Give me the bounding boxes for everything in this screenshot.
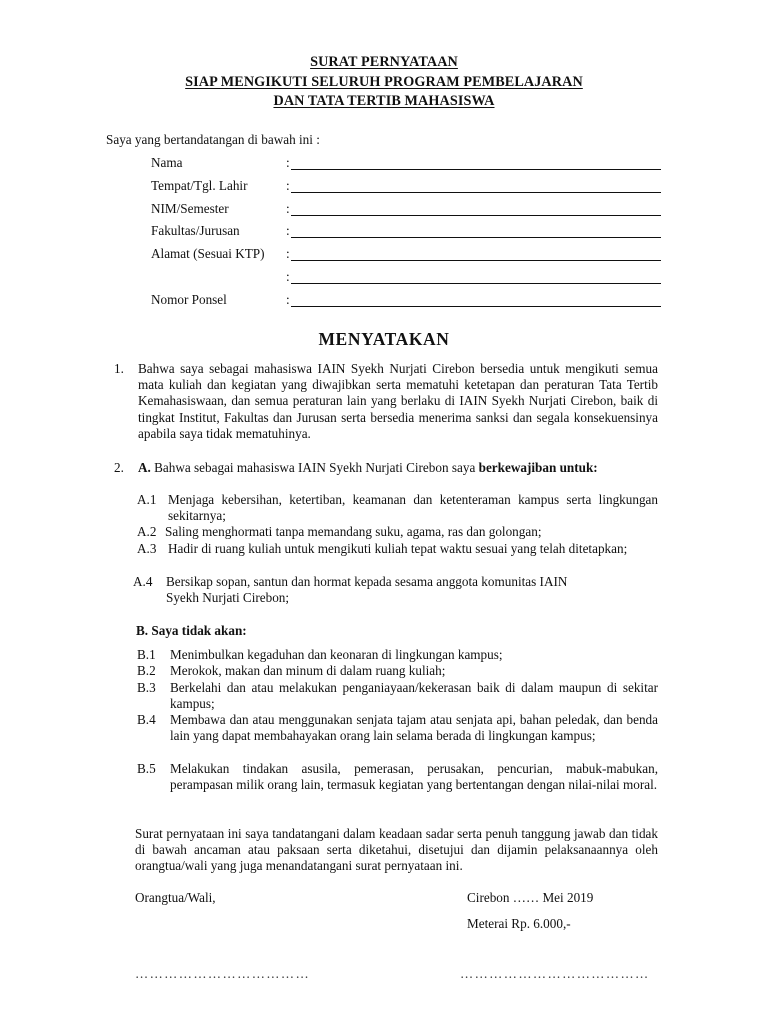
- field-row-tempat-lahir[interactable]: [151, 175, 661, 198]
- field-label: NIM/Semester: [151, 200, 229, 216]
- list-code: A.1: [137, 492, 157, 507]
- list-code: B.4: [137, 712, 156, 727]
- field-row-alamat-cont[interactable]: [151, 266, 661, 289]
- field-colon: :: [286, 268, 290, 284]
- fill-line[interactable]: [291, 215, 661, 216]
- section-b-heading: B. Saya tidak akan:: [136, 623, 247, 638]
- section-heading: MENYATAKAN: [318, 329, 450, 349]
- meterai-label: Meterai Rp. 6.000,-: [467, 916, 571, 931]
- field-colon: :: [286, 155, 290, 170]
- statement-item-2: [138, 460, 658, 476]
- fill-line[interactable]: [291, 283, 661, 284]
- list-code: B.1: [137, 647, 156, 662]
- list-code: A.3: [137, 541, 157, 556]
- field-row-ponsel[interactable]: [151, 289, 661, 312]
- list-code: A.4: [133, 574, 153, 589]
- list-code: A.2: [137, 524, 157, 539]
- field-row-nim[interactable]: [151, 198, 661, 221]
- statement-item-1: Bahwa saya sebagai mahasiswa IAIN Syekh Nurjati Cirebon bersedia untuk mengikuti semua mata kuliah dan kegiatan yang diwajibkan serta mematuhi ketetapan dan peraturan Tata Tertib Kemahasiswaan, dan semua peraturan lain yang berlaku di IAIN Syekh Nurjati Cirebon, baik di tingkat Institut, Fakultas dan Jurusan serta bersedia menerima sanksi dan segala konsekuensinya apabila saya tidak mematuhinya.: [138, 361, 658, 441]
- list-item-a1: Menjaga kebersihan, ketertiban, keamanan dan ketenteraman kampus serta lingkungan sekitarnya;: [168, 492, 658, 524]
- field-colon: :: [286, 200, 290, 216]
- intro-text: Saya yang bertandatangan di bawah ini :: [106, 132, 320, 147]
- item-2-bold: berkewajiban untuk:: [478, 460, 598, 475]
- item-2-text: Bahwa sebagai mahasiswa IAIN Syekh Nurjati Cirebon saya: [154, 460, 476, 475]
- field-label: Tempat/Tgl. Lahir: [151, 177, 248, 193]
- closing-paragraph: Surat pernyataan ini saya tandatangani dalam keadaan sadar serta penuh tanggung jawab dan tidak di bawah ancaman atau paksaan serta diketahui, disetujui dan dijamin pelaksanaannya oleh orangtua/wali yang juga menandatangani surat pernyataan ini.: [135, 826, 658, 874]
- list-item-b2: Merokok, makan dan minum di dalam ruang kuliah;: [170, 663, 446, 678]
- fill-line[interactable]: [291, 192, 661, 193]
- parent-signature-label: Orangtua/Wali,: [135, 890, 216, 905]
- identity-fields: [151, 152, 661, 312]
- list-code: B.5: [137, 761, 156, 776]
- field-label: Nomor Ponsel: [151, 291, 227, 307]
- field-row-alamat[interactable]: [151, 243, 661, 266]
- list-item-b4: Membawa dan atau menggunakan senjata tajam atau senjata api, bahan peledak, dan benda lain yang dapat membahayakan orang lain selama berada di lingkungan kampus;: [170, 712, 658, 744]
- list-item-a2: Saling menghormati tanpa memandang suku, agama, ras dan golongan;: [165, 524, 542, 539]
- field-colon: :: [286, 223, 290, 239]
- list-code: B.2: [137, 663, 156, 678]
- field-colon: :: [286, 246, 290, 262]
- fill-line[interactable]: [291, 260, 661, 261]
- list-item-a4: Bersikap sopan, santun dan hormat kepada sesama anggota komunitas IAIN Syekh Nurjati Cirebon;: [166, 574, 568, 606]
- parent-signature-line[interactable]: ………………………………: [135, 966, 311, 981]
- list-code: B.3: [137, 680, 156, 695]
- field-label: Nama: [151, 155, 183, 170]
- item-number: 1.: [114, 361, 124, 376]
- item-2-prefix: A.: [138, 460, 151, 475]
- field-label: Alamat (Sesuai KTP): [151, 246, 265, 262]
- fill-line[interactable]: [291, 237, 661, 238]
- document-title: [0, 53, 768, 112]
- fill-line[interactable]: [291, 169, 661, 170]
- field-row-nama[interactable]: [151, 152, 661, 175]
- fill-line[interactable]: [291, 306, 661, 307]
- place-date: Cirebon …… Mei 2019: [467, 890, 594, 905]
- student-signature-line[interactable]: …………………………………: [460, 966, 650, 981]
- list-item-b3: Berkelahi dan atau melakukan penganiayaan/kekerasan baik di dalam maupun di sekitar kampus;: [170, 680, 658, 712]
- list-item-b5: Melakukan tindakan asusila, pemerasan, perusakan, pencurian, mabuk-mabukan, perampasan milik orang lain, termasuk kegiatan yang bertentangan dengan nilai-nilai moral.: [170, 761, 658, 793]
- title-line-2: SIAP MENGIKUTI SELURUH PROGRAM PEMBELAJARAN: [185, 73, 583, 90]
- field-label: Fakultas/Jurusan: [151, 223, 240, 239]
- title-line-3: DAN TATA TERTIB MAHASISWA: [273, 93, 495, 109]
- field-colon: :: [286, 177, 290, 193]
- title-line-1: SURAT PERNYATAAN: [310, 54, 458, 70]
- list-item-b1: Menimbulkan kegaduhan dan keonaran di lingkungan kampus;: [170, 647, 503, 662]
- list-item-a3: Hadir di ruang kuliah untuk mengikuti kuliah tepat waktu sesuai yang telah ditetapkan;: [168, 541, 628, 556]
- field-row-fakultas[interactable]: [151, 220, 661, 243]
- field-colon: :: [286, 291, 290, 307]
- item-number: 2.: [114, 460, 124, 475]
